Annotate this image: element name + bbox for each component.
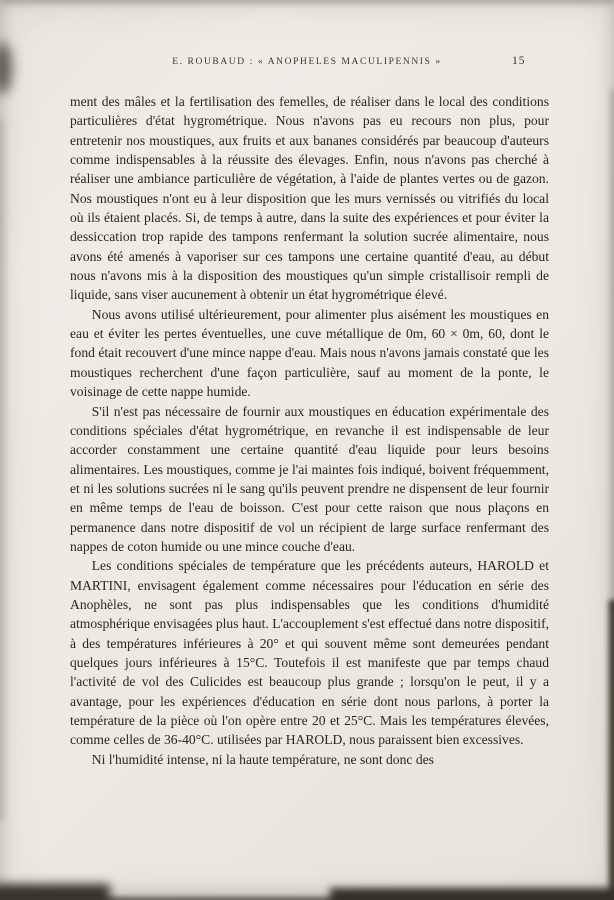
- paragraph: Les conditions spéciales de température que les précédents auteurs, HAROLD et MARTINI, envisagent également comme nécessaires pour l'éducation en série des Anophèles, ne sont pas plus indispensables que les conditions d'humidité atmosphérique envisagées plus haut. L'accouplement s'est effectué dans notre dispositif, à des températures inférieures à 20° et qui souvent même sont demeurées pendant quelques jours inférieures à 15°C. Toutefois il est manifeste que par temps chaud l'activité de vol des Culicides est beaucoup plus grande ; lorsqu'on le peut, il y a avantage, pour les expériences d'éducation en série dont nous parlons, à porter la température de la pièce où l'on opère entre 20 et 25°C. Mais les températures élevées, comme celles de 36-40°C. utilisées par HAROLD, nous paraissent bien excessives.: [70, 558, 549, 748]
- scan-artifact-top-edge: [0, 0, 614, 3]
- paragraph: S'il n'est pas nécessaire de fournir aux moustiques en éducation expérimentale des conditions spéciales d'état hygrométrique, en revanche il est indispensable de leur accorder constamment une certaine quantité d'eau liquide pour leurs besoins alimentaires. Les moustiques, comme je l'ai maintes fois indiqué, boivent fréquemment, et ni les solutions sucrées ni le sang qu'ils peuvent prendre ne dispensent de leur fournir en même temps de l'eau de boisson. C'est pour cette raison que nous plaçons en permanence dans notre dispositif de vol un récipient de large surface renfermant des nappes de coton humide ou une mince couche d'eau.: [70, 403, 549, 554]
- scan-artifact-left-edge: [0, 120, 3, 820]
- paragraph: Nous avons utilisé ultérieurement, pour alimenter plus aisément les moustiques en eau et éviter les pertes éventuelles, une cuve métallique de 0m, 60 × 0m, 60, dont le fond était recouvert d'une mince nappe d'eau. Mais nous n'avons jamais constaté que les moustiques recherchent d'une façon particulière, sauf au moment de la ponte, le voisinage de cette nappe humide.: [70, 306, 549, 400]
- running-head: E. ROUBAUD : « ANOPHELES MACULIPENNIS »: [172, 57, 442, 67]
- page-body: [70, 92, 549, 769]
- scan-artifact-right-edge: [609, 600, 614, 900]
- scan-artifact-top-left: [0, 42, 12, 94]
- page-number: 15: [512, 55, 526, 67]
- paragraph: ment des mâles et la fertilisation des femelles, de réaliser dans le local des conditions particulières d'état hygrométrique. Nous n'avons pas eu recours non plus, pour entretenir nos moustiques, aux fruits et aux bananes considérés par beaucoup d'auteurs comme indispensables à la réussite des élevages. Enfin, nous n'avons pas cherché à réaliser une ambiance particulière de végétation, à l'aide de plantes vertes ou de gazon. Nos moustiques n'ont eu à leur disposition que les murs vernissés ou vitrifiés du local où ils étaient placés. Si, de temps à autre, dans la suite des expériences et pour éviter la dessiccation trop rapide des tampons renfermant la solution sucrée alimentaire, nous avons été amenés à vaporiser sur ces tampons une certaine quantité d'eau, au début nous n'avons mis à la disposition des moustiques qu'un simple cristallisoir rempli de liquide, sans viser aucunement à obtenir un état hygrométrique élevé.: [70, 94, 549, 303]
- scan-artifact-bottom-right: [330, 888, 614, 900]
- paragraph: Ni l'humidité intense, ni la haute température, ne sont donc des: [91, 751, 434, 767]
- scan-artifact-bottom-left: [0, 884, 110, 900]
